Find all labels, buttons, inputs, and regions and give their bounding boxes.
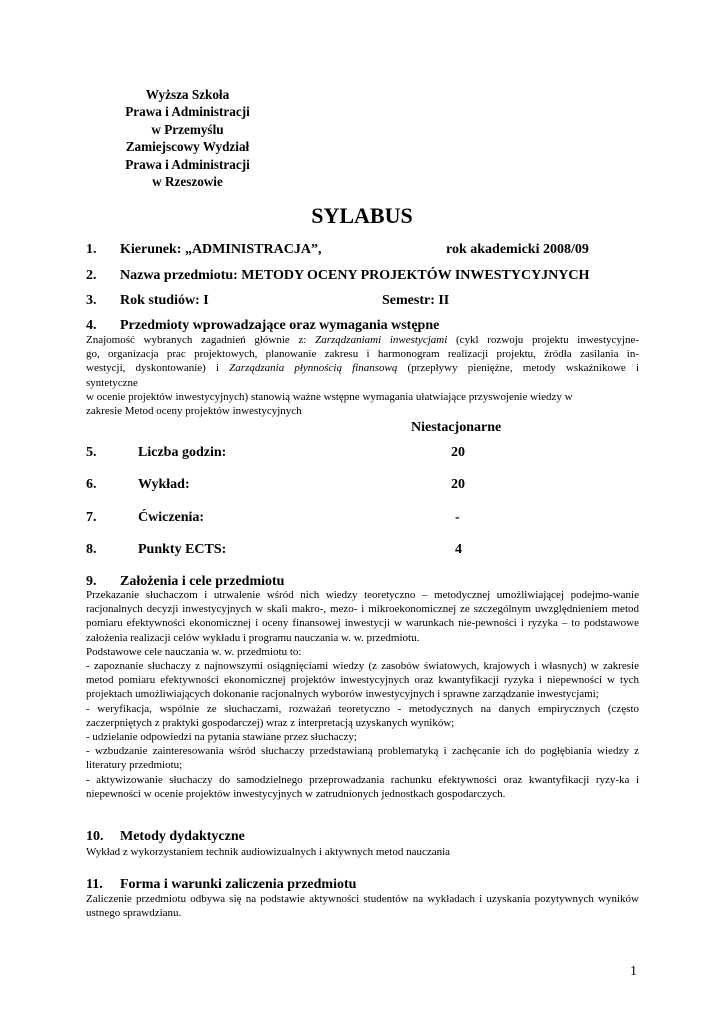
section-number: 8.: [86, 542, 97, 557]
section-number: 9.: [86, 574, 97, 589]
prereq-line: Znajomość wybranych zagadnień głównie z: Zarządzaniami inwestycjami (cykl rozwoju projektu inwestycyjne-: [86, 334, 639, 346]
goal-item: - zapoznanie słuchaczy z najnowszymi osiągnięciami wiedzy (z zasobów światowych, krajowych i własnych) w zakresie metod pomiaru efektywności ekonomicznej projektów inwestycyjnych oraz kwantyfikacji ryzyka i niepewności w tych projektach umożliwiających dokonanie racjonalnych wyborów inwestycyjnych i sprawne zarządzanie inwestycjami;: [86, 660, 639, 701]
prereq-line: go, organizacja prac projektowych, planowanie zakresu i harmonogram realizacji projektu, źródła zasilania in-: [86, 348, 639, 361]
section-number: 7.: [86, 510, 97, 525]
institution-line: Wyższa Szkoła: [145, 87, 230, 102]
lecture-value: 20: [451, 477, 465, 492]
lecture-label: Wykład:: [138, 477, 190, 492]
prereq-line: syntetyczne: [86, 376, 138, 389]
goal-item: - aktywizowanie słuchaczy do samodzielnego przeprowadzania rachunku efektywności oraz kwantyfikacji ryzy-ka i niepewności w ocenie projektów inwestycyjnych w zatrudnionych jednostkach gospodarczych.: [86, 773, 639, 800]
goal-item: - wzbudzanie zainteresowania wśród słuchaczy przedstawianą problematyką i zachęcanie ich do pogłębiania wiedzy z literatury przedmiotu;: [86, 745, 639, 772]
hours-label: Liczba godzin:: [138, 445, 227, 460]
section-number: 5.: [86, 445, 97, 460]
section-number: 2.: [86, 268, 97, 283]
page-number: 1: [630, 964, 637, 979]
section-10-title: Metody dydaktyczne: [120, 829, 245, 844]
section-11-title: Forma i warunki zaliczenia przedmiotu: [120, 877, 357, 892]
semester: Semestr: II: [382, 293, 450, 308]
institution-line: Prawa i Administracji: [125, 104, 250, 120]
prereq-line: w ocenie projektów inwestycyjnych) stanowią ważne wstępne wymagania ułatwiające przyswojenie wiedzy w: [86, 390, 573, 403]
institution-line: w Rzeszowie: [152, 174, 223, 190]
teaching-methods-text: [86, 845, 639, 859]
section-number: 4.: [86, 318, 97, 333]
institution-line: Prawa i Administracji: [125, 156, 250, 172]
exercises-value: -: [455, 510, 460, 525]
section-number: 11.: [86, 877, 103, 892]
teaching-methods: Wykład z wykorzystaniem technik audiowizualnych i aktywnych metod nauczania: [86, 846, 451, 858]
section-number: 3.: [86, 293, 97, 308]
goal-item: - udzielanie odpowiedzi na pytania stawiane przez słuchaczy;: [86, 731, 357, 744]
hours-value: 20: [451, 445, 465, 460]
study-mode-header: Niestacjonarne: [411, 420, 502, 435]
goal-item: - weryfikacja, wspólnie ze słuchaczami, rozważań teoretyczno - metodycznych na danych empirycznych (często zaczerpniętych z praktyki gospodarczej) wraz z interpretacją uzyskanych wyników;: [86, 702, 639, 729]
goals-text: [86, 588, 639, 801]
prereq-line: westycji, dyskontowanie) i Zarządzania płynnością finansową (przepływy pieniężne, metody wskaźnikowe i: [86, 362, 640, 375]
assessment-conditions: Zaliczenie przedmiotu odbywa się na podstawie aktywności studentów na wykładach i uzyskania pozytywnych wyników ustnego sprawdzianu.: [86, 893, 639, 920]
exercises-label: Ćwiczenia:: [138, 510, 205, 525]
institution-line: Zamiejscowy Wydział: [125, 139, 250, 155]
section-number: 10.: [86, 829, 104, 844]
ects-value: 4: [455, 542, 462, 557]
section-9-title: Założenia i cele przedmiotu: [120, 574, 285, 589]
institution-header: [100, 86, 275, 190]
assessment-text: [86, 892, 639, 920]
institution-line: w Przemyślu: [151, 121, 224, 137]
section-number: 1.: [86, 242, 97, 257]
study-year: Rok studiów: I: [120, 293, 209, 308]
section-4-title: Przedmioty wprowadzające oraz wymagania wstępne: [120, 318, 440, 333]
field-of-study-label: Kierunek: „ADMINISTRACJA”,: [120, 242, 322, 257]
course-name: Nazwa przedmiotu: METODY OCENY PROJEKTÓW INWESTYCYJNYCH: [120, 268, 590, 283]
section-number: 6.: [86, 477, 97, 492]
prereq-line: zakresie Metod oceny projektów inwestycyjnych: [86, 405, 302, 418]
prerequisites-text: [86, 333, 639, 418]
goals-paragraph: Przekazanie słuchaczom i utrwalenie wśród nich wiedzy teoretyczno – metodycznej umożliwiającej podejmo-wanie racjonalnych decyzji inwestycyjnych w skali makro-, mezo- i mikroekonomicznej ze szczególnym uwzględnieniem metod pomiaru efektywności ekonomicznej i oceny finansowej inwestycji w warunkach nie-pewności i ryzyka – to podstawowe założenia realizacji celów wykładu i programu nauczania w. w. przedmiotu.: [86, 589, 639, 644]
goals-intro: Podstawowe cele nauczania w. w. przedmiotu to:: [86, 645, 302, 658]
document-title: SYLABUS: [311, 203, 413, 228]
academic-year: rok akademicki 2008/09: [446, 242, 589, 257]
ects-label: Punkty ECTS:: [138, 542, 227, 557]
